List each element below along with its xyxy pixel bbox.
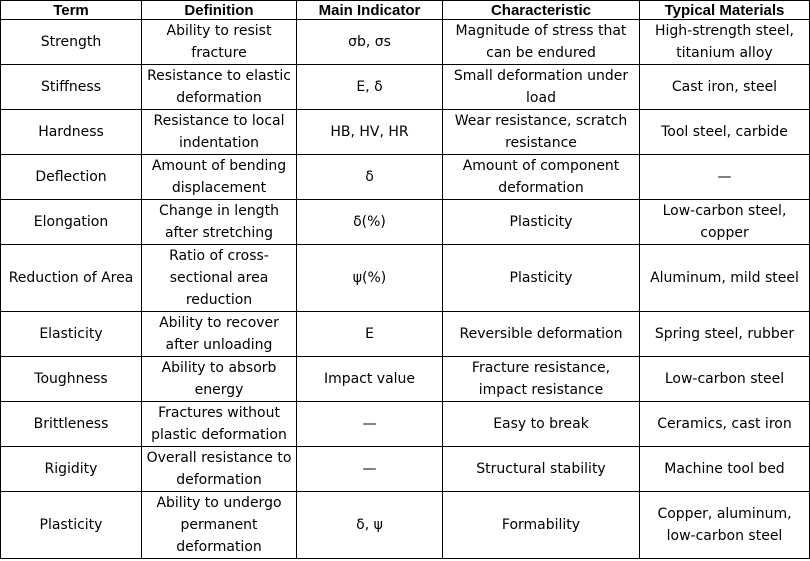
cell-term: Reduction of Area (1, 245, 142, 312)
cell-definition: Ability to resist fracture (142, 20, 297, 65)
cell-term: Deflection (1, 155, 142, 200)
cell-characteristic: Reversible deformation (443, 312, 640, 357)
cell-definition: Change in length after stretching (142, 200, 297, 245)
cell-definition: Ability to absorb energy (142, 357, 297, 402)
cell-term: Strength (1, 20, 142, 65)
cell-main-indicator: δ, ψ (297, 492, 443, 559)
cell-term: Hardness (1, 110, 142, 155)
cell-typical-materials: Low-carbon steel (640, 357, 810, 402)
cell-main-indicator: δ(%) (297, 200, 443, 245)
cell-definition: Ability to undergo permanent deformation (142, 492, 297, 559)
table-row (1, 200, 810, 245)
cell-typical-materials: — (640, 155, 810, 200)
cell-typical-materials: Machine tool bed (640, 447, 810, 492)
cell-definition: Amount of bending displacement (142, 155, 297, 200)
cell-main-indicator: δ (297, 155, 443, 200)
cell-typical-materials: Aluminum, mild steel (640, 245, 810, 312)
cell-typical-materials: Low-carbon steel, copper (640, 200, 810, 245)
cell-characteristic: Plasticity (443, 200, 640, 245)
cell-main-indicator: σb, σs (297, 20, 443, 65)
cell-main-indicator: — (297, 447, 443, 492)
cell-characteristic: Plasticity (443, 245, 640, 312)
cell-main-indicator: ψ(%) (297, 245, 443, 312)
cell-typical-materials: Spring steel, rubber (640, 312, 810, 357)
table-row (1, 65, 810, 110)
header-main-indicator: Main Indicator (297, 1, 443, 20)
cell-characteristic: Small deformation under load (443, 65, 640, 110)
table-row (1, 155, 810, 200)
cell-characteristic: Wear resistance, scratch resistance (443, 110, 640, 155)
cell-definition: Overall resistance to deformation (142, 447, 297, 492)
cell-main-indicator: HB, HV, HR (297, 110, 443, 155)
table-row (1, 402, 810, 447)
cell-characteristic: Magnitude of stress that can be endured (443, 20, 640, 65)
cell-main-indicator: E (297, 312, 443, 357)
header-row (1, 1, 810, 20)
cell-definition: Resistance to elastic deformation (142, 65, 297, 110)
cell-typical-materials: Cast iron, steel (640, 65, 810, 110)
cell-definition: Ability to recover after unloading (142, 312, 297, 357)
table-row (1, 20, 810, 65)
cell-typical-materials: Copper, aluminum, low-carbon steel (640, 492, 810, 559)
cell-characteristic: Structural stability (443, 447, 640, 492)
cell-characteristic: Fracture resistance, impact resistance (443, 357, 640, 402)
cell-typical-materials: Tool steel, carbide (640, 110, 810, 155)
cell-term: Plasticity (1, 492, 142, 559)
cell-typical-materials: Ceramics, cast iron (640, 402, 810, 447)
cell-characteristic: Easy to break (443, 402, 640, 447)
cell-term: Stiffness (1, 65, 142, 110)
table-row (1, 312, 810, 357)
table-row (1, 110, 810, 155)
cell-characteristic: Amount of component deformation (443, 155, 640, 200)
cell-term: Elongation (1, 200, 142, 245)
cell-term: Elasticity (1, 312, 142, 357)
cell-characteristic: Formability (443, 492, 640, 559)
cell-term: Rigidity (1, 447, 142, 492)
header-definition: Definition (142, 1, 297, 20)
header-typical-materials: Typical Materials (640, 1, 810, 20)
cell-main-indicator: — (297, 402, 443, 447)
cell-definition: Fractures without plastic deformation (142, 402, 297, 447)
cell-term: Brittleness (1, 402, 142, 447)
header-characteristic: Characteristic (443, 1, 640, 20)
cell-term: Toughness (1, 357, 142, 402)
cell-definition: Resistance to local indentation (142, 110, 297, 155)
table-row (1, 492, 810, 559)
table-row (1, 245, 810, 312)
cell-main-indicator: Impact value (297, 357, 443, 402)
header-term: Term (1, 1, 142, 20)
table-row (1, 357, 810, 402)
cell-definition: Ratio of cross-sectional area reduction (142, 245, 297, 312)
cell-main-indicator: E, δ (297, 65, 443, 110)
table-row (1, 447, 810, 492)
cell-typical-materials: High-strength steel, titanium alloy (640, 20, 810, 65)
